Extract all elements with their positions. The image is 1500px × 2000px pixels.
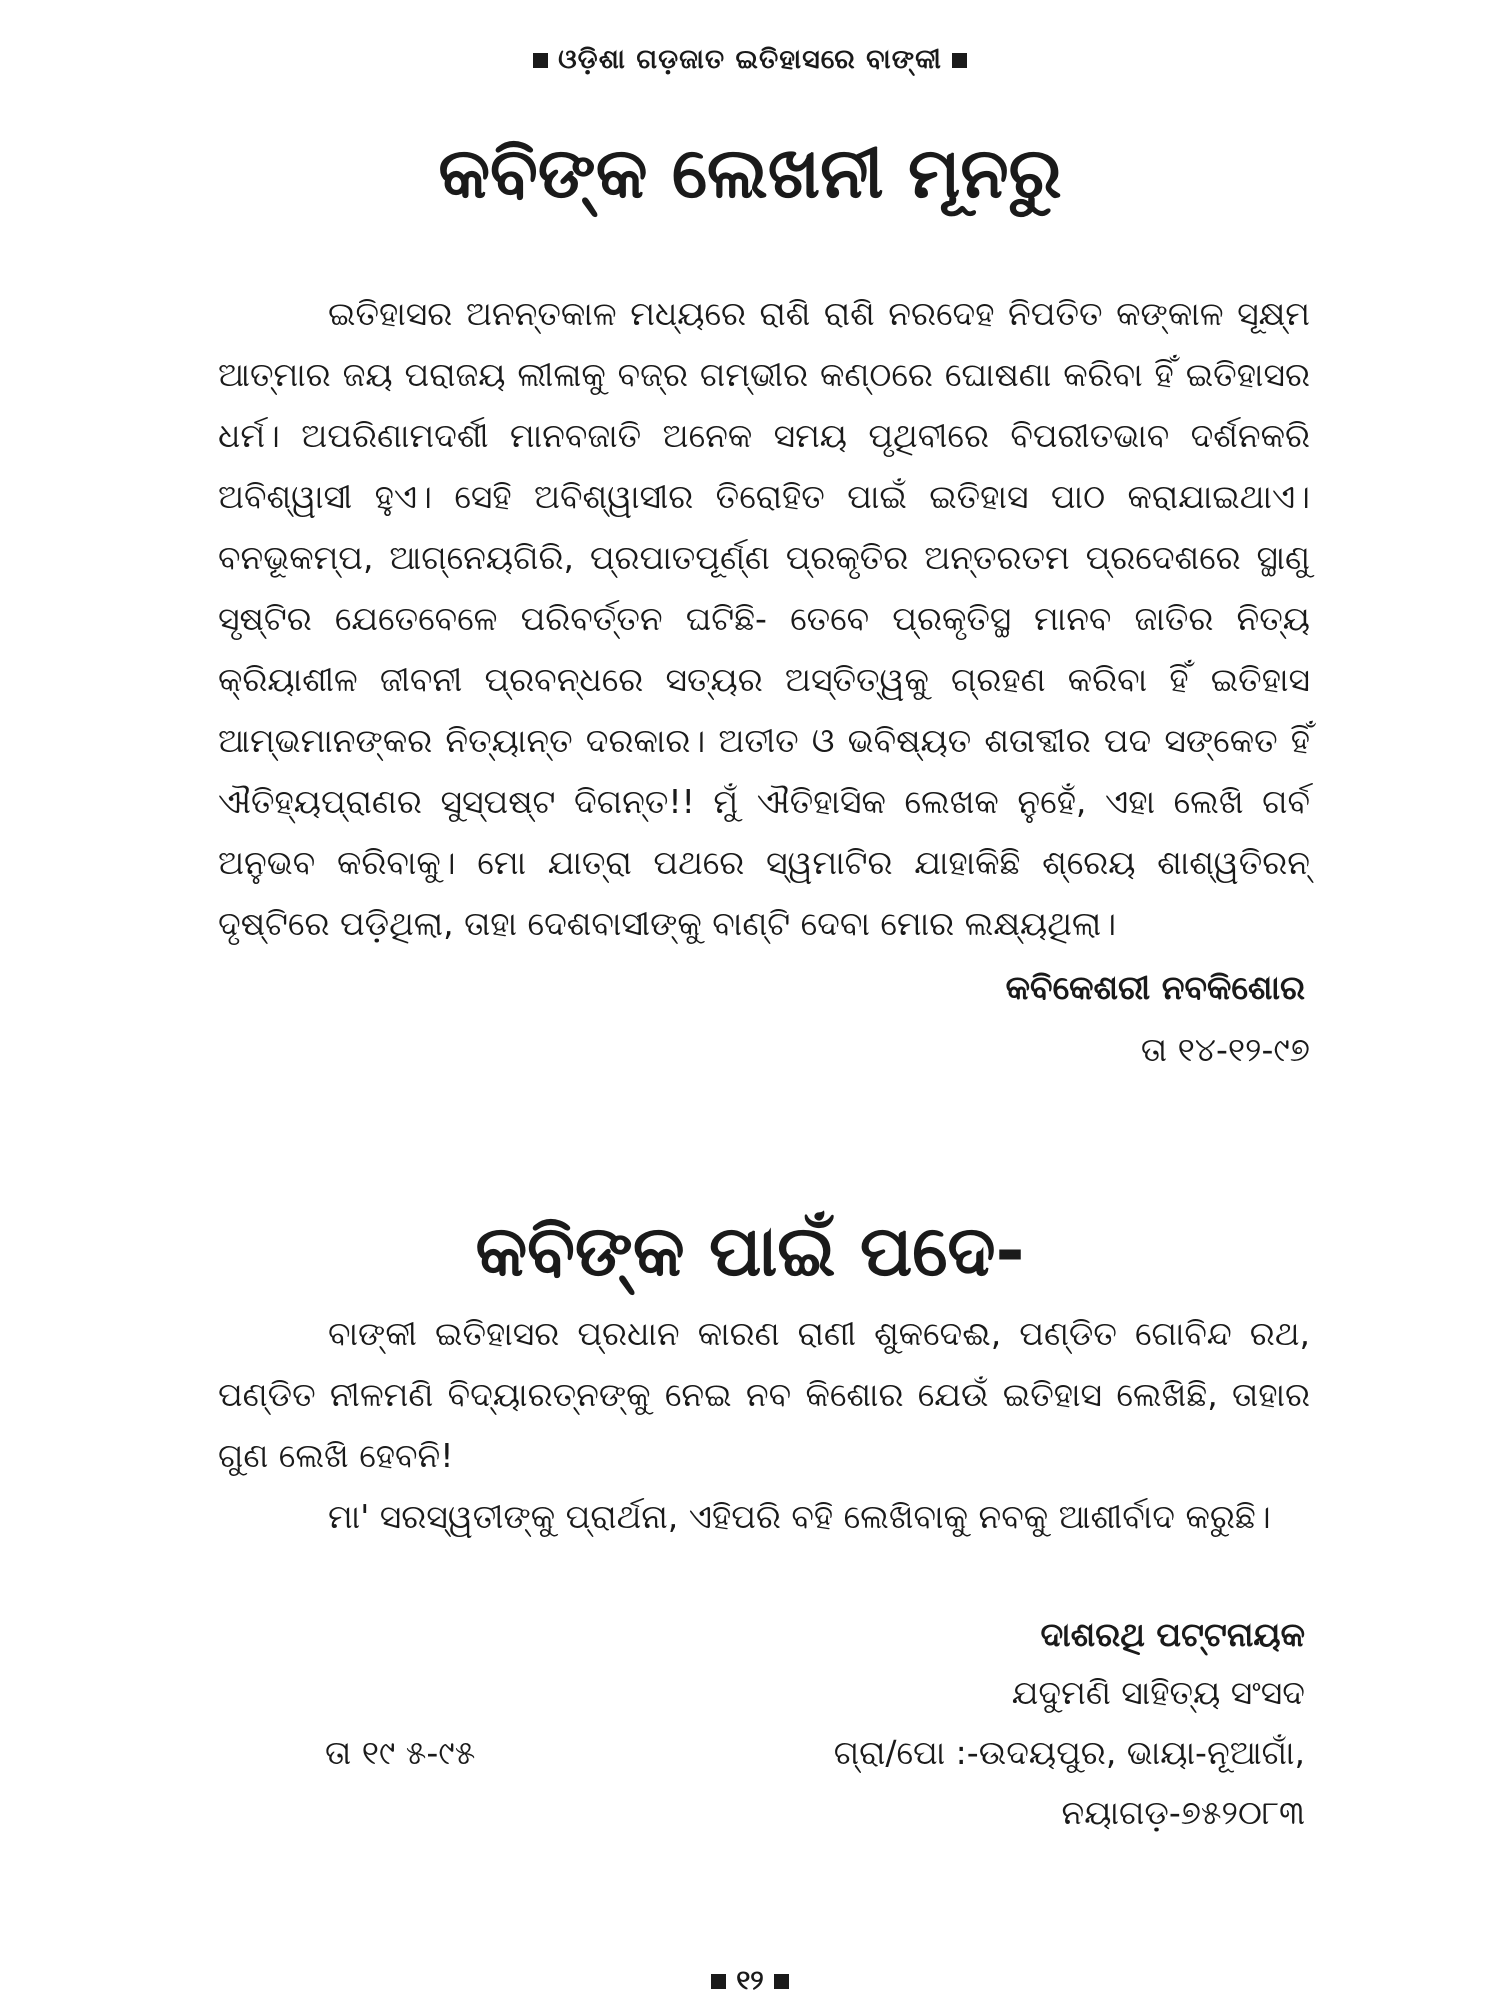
running-head (0, 44, 1500, 76)
author-date: ତା ୧୪-୧୨-୯୭ (1140, 1030, 1310, 1069)
section-2-paragraph-1: ବାଙ୍କୀ ଇତିହାସର ପ୍ରଧାନ କାରଣ ରାଣୀ ଶୁକଦେଈ, ପଣ୍ଡିତ ଗୋବିନ୍ଦ ରଥ, ପଣ୍ଡିତ ନୀଳମଣି ବିଦ୍ୟାରତ୍ନଙ୍କୁ ନେଇ ନବ କିଶୋର ଯେଉଁ ଇତିହାସ ଲେଖିଛି, ତାହାର ଗୁଣ ଲେଖି ହେବନି! (218, 1314, 1310, 1475)
square-bullet-icon (533, 53, 548, 68)
square-bullet-icon (952, 53, 967, 68)
square-bullet-icon (774, 1974, 789, 1989)
page-number-text: ୧୨ (736, 1965, 764, 1996)
blessing-organization: ଯଦୁମଣି ସାହିତ୍ୟ ସଂସଦ (1011, 1673, 1305, 1712)
page-number (0, 1965, 1500, 1997)
section-2-paragraph-2: ମା' ସରସ୍ୱତୀଙ୍କୁ ପ୍ରାର୍ଥନା, ଏହିପରି ବହି ଲେଖିବାକୁ ନବକୁ ଆଶୀର୍ବାଦ କରୁଛି। (328, 1497, 1271, 1536)
section-title-1: କବିଙ୍କ ଲେଖନୀ ମୂନରୁ (438, 132, 1062, 214)
section-title-2: କବିଙ୍କ ପାଇଁ ପଦେ- (475, 1210, 1025, 1292)
blessing-date: ତା ୧୯ ୫-୯୫ (325, 1733, 476, 1772)
blessing-address-line-1: ଗ୍ରା/ପୋ :-ଉଦୟପୁର, ଭାୟା-ନୂଆଗାଁ, (833, 1733, 1305, 1772)
blessing-signature: ଦାଶରଥି ପଟ୍ଟନାୟକ (1040, 1615, 1305, 1654)
section-1-paragraph: ଇତିହାସର ଅନନ୍ତକାଳ ମଧ୍ୟରେ ରାଶି ରାଶି ନରଦେହ ନିପତିତ କଙ୍କାଳ ସୂକ୍ଷ୍ମ ଆତ୍ମାର ଜୟ ପରାଜୟ ଲୀଳାକୁ ବଜ୍ର ଗମ୍ଭୀର କଣ୍ଠରେ ଘୋଷଣା କରିବା ହିଁ ଇତିହାସର ଧର୍ମ। ଅପରିଣାମଦର୍ଶୀ ମାନବଜାତି ଅନେକ ସମୟ ପୃଥିବୀରେ ବିପରୀତଭାବ ଦର୍ଶନକରି ଅବିଶ୍ୱାସୀ ହୁଏ। ସେହି ଅବିଶ୍ୱାସୀର ତିରୋହିତ ପାଇଁ ଇତିହାସ ପାଠ କରାଯାଇଥାଏ। ବନଭୂକମ୍ପ, ଆଗ୍ନେୟଗିରି, ପ୍ରପାତପୂର୍ଣ୍ଣ ପ୍ରକୃତିର ଅନ୍ତରତମ ପ୍ରଦେଶରେ ସ୍ଥାଣୁ ସୃଷ୍ଟିର ଯେତେବେଳେ ପରିବର୍ତ୍ତନ ଘଟିଛି- ତେବେ ପ୍ରକୃତିସ୍ଥ ମାନବ ଜାତିର ନିତ୍ୟ କ୍ରିୟାଶୀଳ ଜୀବନୀ ପ୍ରବନ୍ଧରେ ସତ୍ୟର ଅସ୍ତିତ୍ୱକୁ ଗ୍ରହଣ କରିବା ହିଁ ଇତିହାସ ଆମ୍ଭମାନଙ୍କର ନିତ୍ୟାନ୍ତ ଦରକାର। ଅତୀତ ଓ ଭବିଷ୍ୟତ ଶତାବ୍ଦୀର ପଦ ସଙ୍କେତ ହିଁ ଐତିହ୍ୟପ୍ରାଣର ସୁସ୍ପଷ୍ଟ ଦିଗନ୍ତ!! ମୁଁ ଐତିହାସିକ ଲେଖକ ନୁହେଁ, ଏହା ଲେଖି ଗର୍ବ ଅନୁଭବ କରିବାକୁ। ମୋ ଯାତ୍ରା ପଥରେ ସ୍ୱମାଟିର ଯାହାକିଛି ଶ୍ରେୟ ଶାଶ୍ୱତିରନ୍ ଦୃଷ୍ଟିରେ ପଡ଼ିଥିଲା, ତାହା ଦେଶବାସୀଙ୍କୁ ବାଣ୍ଟି ଦେବା ମୋର ଲକ୍ଷ୍ୟଥିଲା। (218, 294, 1310, 943)
blessing-address-line-2: ନୟାଗଡ଼-୭୫୨୦୮୩ (1061, 1793, 1305, 1832)
square-bullet-icon (711, 1974, 726, 1989)
running-head-text: ଓଡ଼ିଶା ଗଡ଼ଜାତ ଇତିହାସରେ ବାଙ୍କୀ (558, 44, 942, 75)
author-signature: କବିକେଶରୀ ନବକିଶୋର (1005, 968, 1305, 1007)
